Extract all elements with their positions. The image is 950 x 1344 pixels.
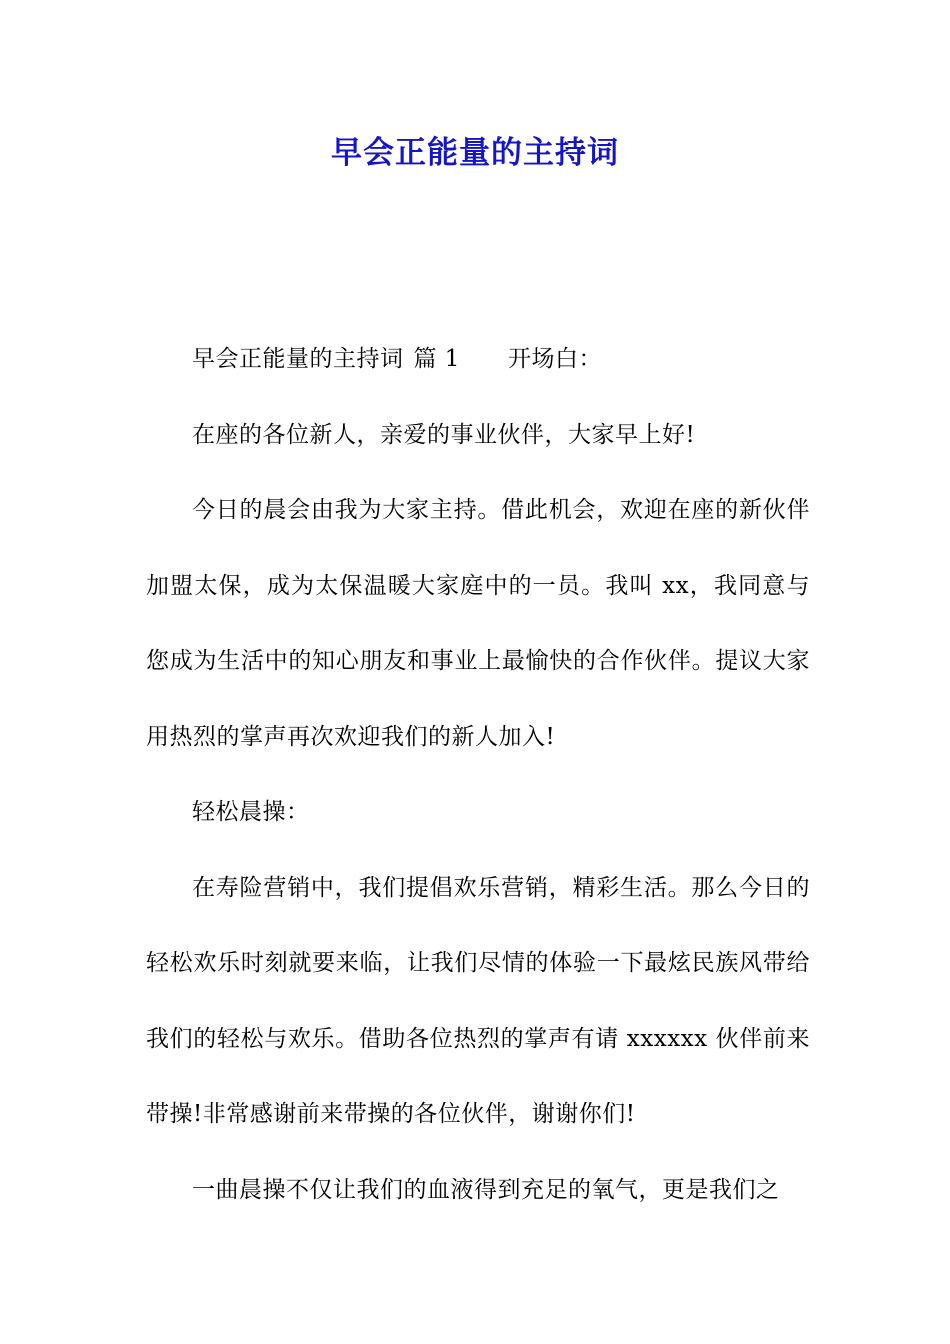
section-part: 篇 1 — [413, 346, 460, 372]
document-body — [146, 322, 810, 1228]
section-title: 早会正能量的主持词 — [192, 346, 404, 372]
opening-label: 开场白： — [507, 346, 602, 372]
paragraph-greeting: 在座的各位新人，亲爱的事业伙伴，大家早上好! — [192, 421, 696, 448]
paragraph-morning-exercise-heading: 轻松晨操： — [192, 799, 310, 825]
section-heading — [146, 322, 810, 398]
paragraph-introduction: 今日的晨会由我为大家主持。借此机会，欢迎在座的新伙伴加盟太保，成为太保温暖大家庭中的一员。我叫 xx，我同意与您成为生活中的知心朋友和事业上最愉快的合作伙伴。提议大家用热烈的掌声再次欢迎我们的新人加入! — [146, 497, 810, 750]
paragraph-closing: 一曲晨操不仅让我们的血液得到充足的氧气，更是我们之 — [192, 1176, 780, 1203]
document-title: 早会正能量的主持词 — [331, 135, 619, 171]
paragraph-morning-exercise: 在寿险营销中，我们提倡欢乐营销，精彩生活。那么今日的轻松欢乐时刻就要来临，让我们尽情的体验一下最炫民族风带给我们的轻松与欢乐。借助各位热烈的掌声有请 xxxxxx 伙伴前来带操!非常感谢前来带操的各位伙伴，谢谢你们! — [146, 874, 810, 1127]
